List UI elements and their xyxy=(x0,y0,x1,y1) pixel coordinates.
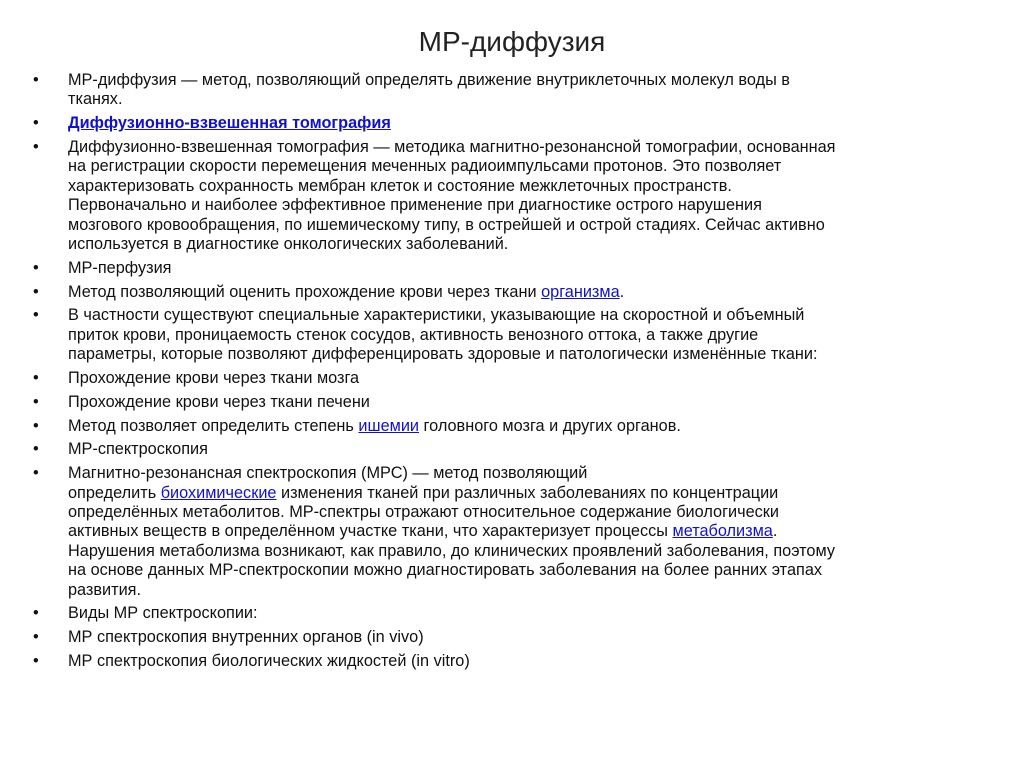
text-segment: Метод позволяет определить степень xyxy=(68,416,359,435)
text-line xyxy=(68,306,1003,325)
list-item xyxy=(33,652,1003,671)
bullet-icon: • xyxy=(33,464,39,483)
list-item xyxy=(33,440,1003,459)
text-line xyxy=(68,522,1003,541)
bullet-icon: • xyxy=(33,138,39,156)
text-line xyxy=(68,503,1003,522)
text-line xyxy=(68,90,1003,109)
text-line xyxy=(68,561,1003,580)
text-segment: мозгового кровообращения, по ишемическому типу, в острейшей и острой стадиях. Сейчас активно xyxy=(68,215,825,234)
text-segment: МР спектроскопия биологических жидкостей (in vitro) xyxy=(68,652,470,671)
text-segment: Метод позволяющий оценить прохождение крови через ткани xyxy=(68,282,542,301)
list-item xyxy=(33,306,1003,364)
bullet-icon: • xyxy=(33,306,39,325)
text-segment: активных веществ в определённом участке ткани, что характеризует процессы xyxy=(68,522,673,541)
list-item xyxy=(33,71,1003,110)
text-line xyxy=(68,138,1003,157)
text-line xyxy=(68,216,1003,235)
text-segment: Прохождение крови через ткани печени xyxy=(68,392,370,411)
text-segment: используется в диагностике онкологических заболеваний. xyxy=(68,235,509,254)
text-line xyxy=(68,283,1003,302)
slide-title: МР-диффузия xyxy=(418,26,606,57)
text-line xyxy=(68,235,1003,254)
text-segment: . xyxy=(772,522,778,541)
text-line xyxy=(68,71,1003,90)
bullet-list xyxy=(33,71,1003,676)
bullet-icon: • xyxy=(33,604,39,623)
text-segment: параметры, которые позволяют дифференцировать здоровые и патологически изменённые ткани: xyxy=(68,345,818,364)
text-line xyxy=(68,440,1003,459)
list-item xyxy=(33,604,1003,623)
text-segment: определённых метаболитов. МР-спектры отражают относительное содержание биологически xyxy=(68,503,780,522)
text-segment: изменения тканей при различных заболеваниях по концентрации xyxy=(276,483,779,502)
text-line xyxy=(68,157,1003,176)
text-segment: на регистрации скорости перемещения меченных радиоимпульсами протонов. Это позволяет xyxy=(68,157,782,176)
text-line xyxy=(68,114,1003,133)
text-segment: Виды МР спектроскопии: xyxy=(68,604,258,623)
list-item xyxy=(33,259,1003,278)
hyperlink[interactable]: ишемии xyxy=(358,416,420,435)
hyperlink[interactable]: организма xyxy=(541,282,620,301)
text-segment: определить xyxy=(68,483,161,502)
text-segment: МР-спектроскопия xyxy=(68,440,208,459)
bullet-icon: • xyxy=(33,416,39,435)
text-segment: головного мозга и других органов. xyxy=(419,416,681,435)
hyperlink[interactable]: биохимические xyxy=(160,483,277,502)
list-item xyxy=(33,114,1003,133)
text-line xyxy=(68,326,1003,345)
text-line xyxy=(68,177,1003,196)
text-line xyxy=(68,652,1003,671)
text-line xyxy=(68,464,1003,483)
text-line xyxy=(68,542,1003,561)
text-segment: на основе данных МР-спектроскопии можно диагностировать заболевания на более ранних этапах xyxy=(68,561,823,580)
text-segment: развития. xyxy=(68,580,142,599)
text-segment: МР-диффузия — метод, позволяющий определять движение внутриклеточных молекул воды в xyxy=(68,71,790,89)
list-item xyxy=(33,283,1003,302)
text-line xyxy=(68,417,1003,436)
list-item xyxy=(33,628,1003,647)
bullet-icon: • xyxy=(33,392,39,411)
list-item xyxy=(33,369,1003,388)
text-segment: характеризовать сохранность мембран клеток и состояние межклеточных пространств. xyxy=(68,176,732,195)
bullet-icon: • xyxy=(33,71,39,89)
text-segment: МР-перфузия xyxy=(68,258,172,277)
bullet-icon: • xyxy=(33,440,39,459)
bullet-icon: • xyxy=(33,282,39,301)
text-line xyxy=(68,196,1003,215)
text-segment: Магнитно-резонансная спектроскопия (МРС) — метод позволяющий xyxy=(68,464,588,483)
hyperlink[interactable]: метаболизма xyxy=(672,522,773,541)
text-line xyxy=(68,259,1003,278)
bullet-icon: • xyxy=(33,369,39,388)
text-line xyxy=(68,345,1003,364)
text-line xyxy=(68,393,1003,412)
list-item xyxy=(33,138,1003,254)
bullet-icon: • xyxy=(33,652,39,671)
text-segment: приток крови, проницаемость стенок сосудов, активность венозного оттока, а также другие xyxy=(68,325,759,344)
text-line xyxy=(68,484,1003,503)
bullet-icon: • xyxy=(33,258,39,277)
text-line xyxy=(68,369,1003,388)
text-segment: В частности существуют специальные характеристики, указывающие на скоростной и объемный xyxy=(68,306,805,325)
bullet-icon: • xyxy=(33,114,39,133)
text-segment: Прохождение крови через ткани мозга xyxy=(68,369,360,388)
text-segment: МР спектроскопия внутренних органов (in vivo) xyxy=(68,628,424,647)
text-segment: тканях. xyxy=(68,90,123,109)
list-item xyxy=(33,417,1003,436)
text-line xyxy=(68,604,1003,623)
text-segment: Нарушения метаболизма возникают, как правило, до клинических проявлений заболевания, поэтому xyxy=(68,541,836,560)
text-segment: . xyxy=(619,282,625,301)
bullet-icon: • xyxy=(33,628,39,647)
list-item xyxy=(33,464,1003,600)
text-segment: Первоначально и наиболее эффективное применение при диагностике острого нарушения xyxy=(68,196,762,215)
hyperlink[interactable]: Диффузионно-взвешенная томография xyxy=(68,114,391,133)
text-segment: Диффузионно-взвешенная томография — методика магнитно-резонансной томографии, основанная xyxy=(68,138,836,156)
list-item xyxy=(33,393,1003,412)
text-line xyxy=(68,581,1003,600)
text-line xyxy=(68,628,1003,647)
